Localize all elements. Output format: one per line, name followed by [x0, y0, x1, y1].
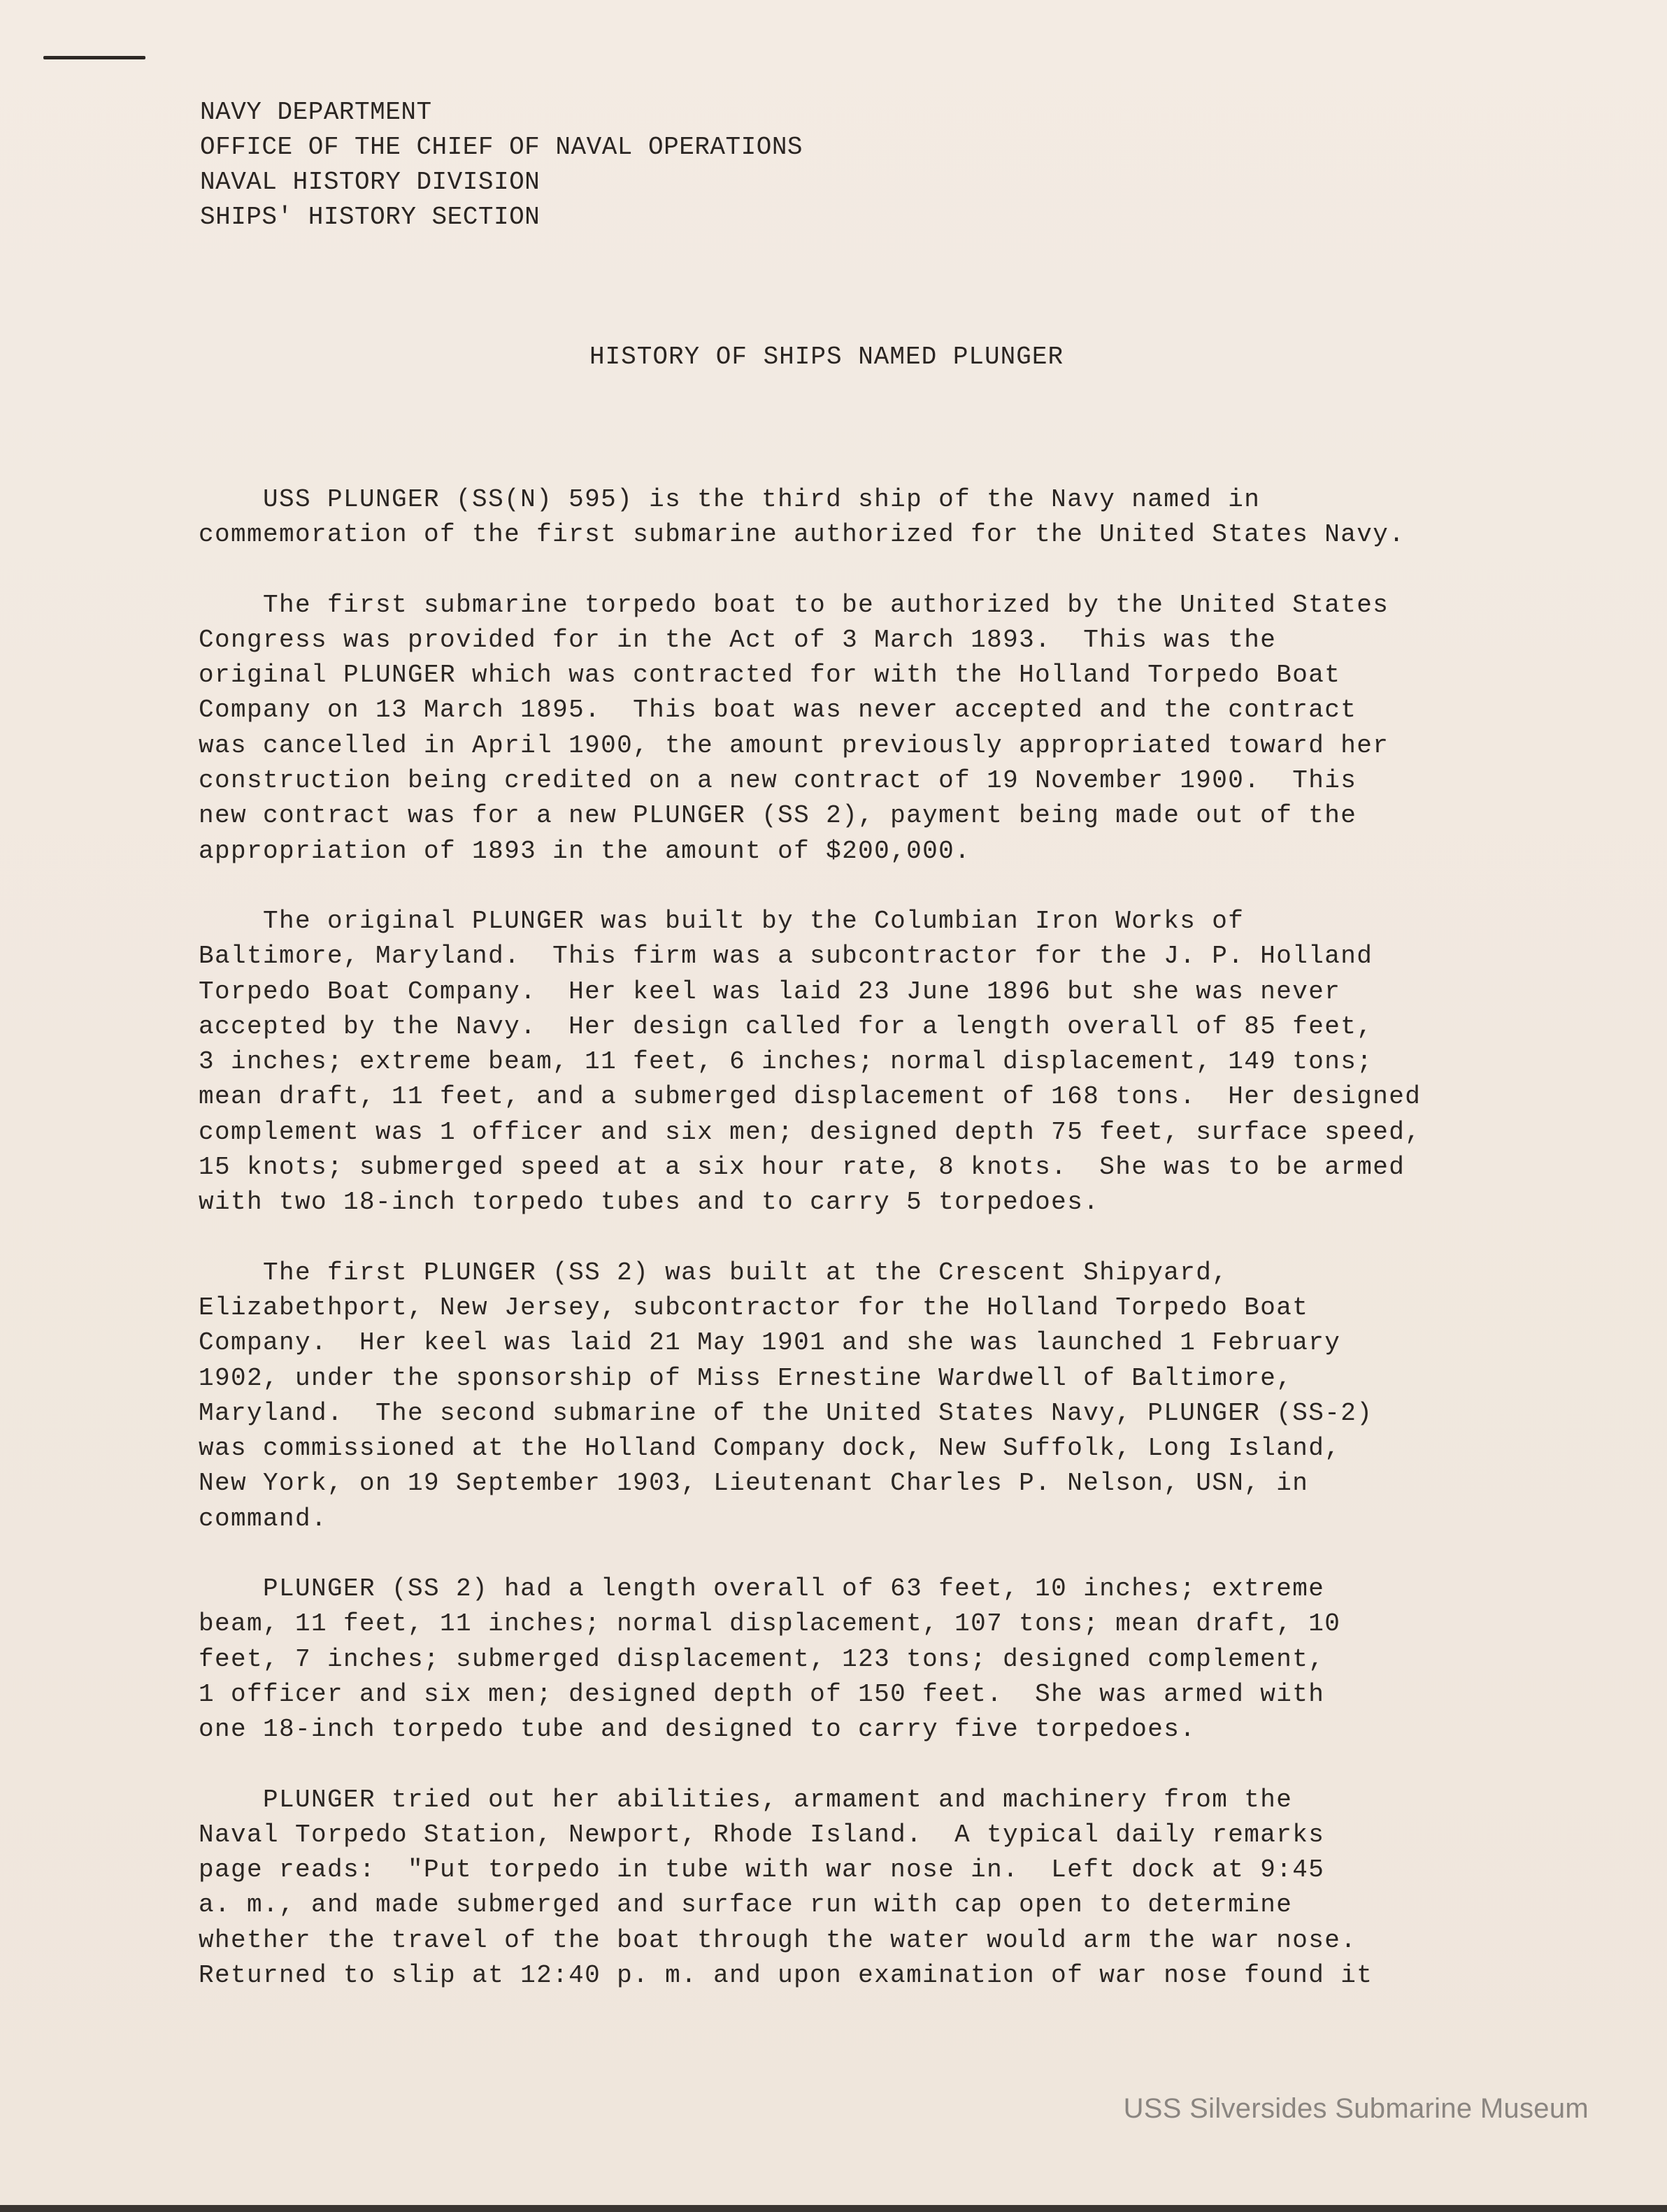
text-line: 3 inches; extreme beam, 11 feet, 6 inches; normal displacement, 149 tons; [199, 1047, 1373, 1077]
text-line: feet, 7 inches; submerged displacement, 123 tons; designed complement, [199, 1644, 1325, 1674]
text-line: New York, on 19 September 1903, Lieutenant Charles P. Nelson, USN, in [199, 1469, 1309, 1498]
text-line: whether the travel of the boat through the water would arm the war nose. [199, 1925, 1357, 1955]
museum-watermark: USS Silversides Submarine Museum [1123, 2093, 1589, 2124]
text-line: Returned to slip at 12:40 p. m. and upon examination of war nose found it [199, 1960, 1373, 1990]
text-line: new contract was for a new PLUNGER (SS 2), payment being made out of the [199, 801, 1357, 831]
paragraph [199, 482, 1541, 553]
letterhead [200, 95, 803, 235]
paragraph [199, 904, 1541, 1221]
text-line: Congress was provided for in the Act of 3 March 1893. This was the [199, 625, 1277, 654]
text-line: Naval Torpedo Station, Newport, Rhode Island. A typical daily remarks [199, 1820, 1325, 1849]
text-line: The original PLUNGER was built by the Columbian Iron Works of [199, 906, 1245, 935]
text-line: was commissioned at the Holland Company dock, New Suffolk, Long Island, [199, 1434, 1341, 1463]
text-line: mean draft, 11 feet, and a submerged displacement of 168 tons. Her designed [199, 1082, 1422, 1112]
text-line: complement was 1 officer and six men; designed depth 75 feet, surface speed, [199, 1117, 1422, 1147]
header-line: NAVY DEPARTMENT [200, 98, 432, 127]
text-line: Company. Her keel was laid 21 May 1901 and she was launched 1 February [199, 1328, 1341, 1358]
document-title: HISTORY OF SHIPS NAMED PLUNGER [589, 343, 1064, 371]
text-line: was cancelled in April 1900, the amount previously appropriated toward her [199, 731, 1389, 760]
text-line: PLUNGER tried out her abilities, armament and machinery from the [199, 1785, 1293, 1814]
header-line: NAVAL HISTORY DIVISION [200, 168, 541, 196]
paragraph [199, 1783, 1541, 1994]
document-body [199, 482, 1541, 2028]
text-line: command. [199, 1504, 328, 1533]
text-line: Company on 13 March 1895. This boat was never accepted and the contract [199, 696, 1357, 725]
text-line: construction being credited on a new contract of 19 November 1900. This [199, 766, 1357, 796]
text-line: 1902, under the sponsorship of Miss Ernestine Wardwell of Baltimore, [199, 1363, 1293, 1393]
text-line: with two 18-inch torpedo tubes and to carry 5 torpedoes. [199, 1188, 1100, 1217]
text-line: appropriation of 1893 in the amount of $200,000. [199, 836, 971, 866]
header-line: OFFICE OF THE CHIEF OF NAVAL OPERATIONS [200, 133, 803, 161]
margin-rule [43, 56, 145, 59]
text-line: one 18-inch torpedo tube and designed to carry five torpedoes. [199, 1715, 1196, 1744]
text-line: Baltimore, Maryland. This firm was a subcontractor for the J. P. Holland [199, 942, 1373, 971]
text-line: beam, 11 feet, 11 inches; normal displacement, 107 tons; mean draft, 10 [199, 1609, 1341, 1639]
text-line: USS PLUNGER (SS(N) 595) is the third ship of the Navy named in [199, 485, 1261, 514]
paragraph [199, 1256, 1541, 1537]
text-line: accepted by the Navy. Her design called for a length overall of 85 feet, [199, 1012, 1373, 1041]
text-line: 1 officer and six men; designed depth of 150 feet. She was armed with [199, 1679, 1325, 1709]
text-line: PLUNGER (SS 2) had a length overall of 63 feet, 10 inches; extreme [199, 1574, 1325, 1604]
text-line: The first submarine torpedo boat to be authorized by the United States [199, 590, 1389, 619]
text-line: Torpedo Boat Company. Her keel was laid 23 June 1896 but she was never [199, 977, 1341, 1006]
text-line: Elizabethport, New Jersey, subcontractor for the Holland Torpedo Boat [199, 1293, 1309, 1322]
text-line: original PLUNGER which was contracted for with the Holland Torpedo Boat [199, 661, 1341, 690]
text-line: page reads: "Put torpedo in tube with war nose in. Left dock at 9:45 [199, 1855, 1325, 1885]
header-line: SHIPS' HISTORY SECTION [200, 203, 541, 231]
paragraph [199, 588, 1541, 869]
text-line: a. m., and made submerged and surface run with cap open to determine [199, 1890, 1293, 1920]
paragraph [199, 1572, 1541, 1747]
text-line: commemoration of the first submarine authorized for the United States Navy. [199, 520, 1405, 550]
text-line: Maryland. The second submarine of the United States Navy, PLUNGER (SS-2) [199, 1398, 1373, 1428]
page-bottom-edge [0, 2205, 1667, 2212]
text-line: 15 knots; submerged speed at a six hour rate, 8 knots. She was to be armed [199, 1153, 1405, 1182]
text-line: The first PLUNGER (SS 2) was built at the Crescent Shipyard, [199, 1258, 1229, 1287]
